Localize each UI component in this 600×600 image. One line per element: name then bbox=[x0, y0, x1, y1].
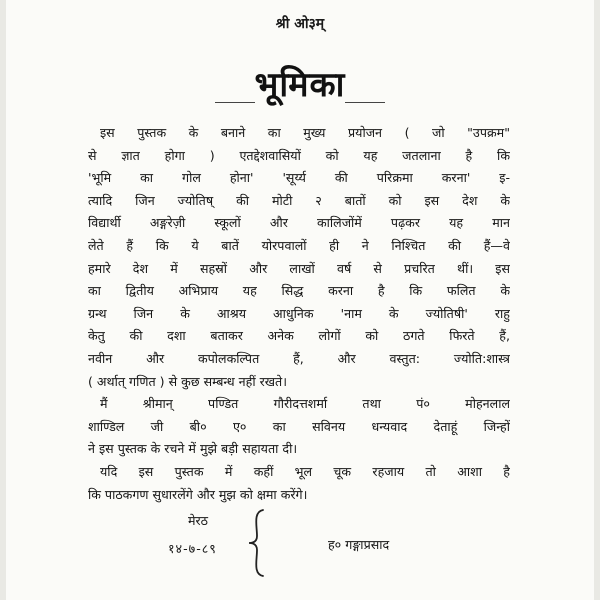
text-line: शाण्डिल जी बी० ए० का सविनय धन्यवाद देताहूं जिन्हों bbox=[88, 418, 510, 434]
text-line: इस पुस्तक के बनाने का मुख्य प्रयोजन ( जो "उपक्रम" bbox=[100, 125, 510, 140]
text-line: ( अर्थात् गणित ) से कुछ सम्बन्ध नहीं रखते। bbox=[88, 373, 287, 389]
text-line: ने इस पुस्तक के रचने में मुझे बड़ी सहायता दी। bbox=[88, 441, 298, 457]
text-line: यदि इस पुस्तक में कहीं भूल चूक रहजाय तो आशा है bbox=[100, 463, 510, 479]
text-line: विद्यार्थी अङ्गरेज़ी स्कूलों और कालिजोंमें पढ़कर यह मान bbox=[88, 215, 510, 231]
text-line: लेते हैं कि ये बातें योरपवालों ही ने निश्चित की हैं—वे bbox=[88, 237, 510, 253]
text-line: हमारे देश में सहस्रों और लाखों वर्ष से प्रचरित थीं। इस bbox=[88, 260, 510, 276]
date-text: १४-७-८९ bbox=[168, 541, 217, 556]
text-line: कि पाठकगण सुधारलेंगे और मुझ को क्षमा करेंगे। bbox=[88, 486, 308, 502]
text-line: नवीन और कपोलकल्पित हैं, और वस्तुत: ज्योति:शास्त्र bbox=[88, 350, 510, 366]
title-rule-right bbox=[345, 102, 385, 103]
text-line: ग्रन्थ जिन के आश्रय आधुनिक 'नाम के ज्योतिषी' राहु bbox=[88, 305, 510, 321]
place-name: मेरठ bbox=[188, 513, 208, 528]
signature-block bbox=[0, 508, 600, 578]
text-line: मैं श्रीमान् पण्डित गौरीदत्तशर्मा तथा पं० मोहनलाल bbox=[100, 396, 510, 412]
text-line: केतु की दशा बताकर अनेक लोगों को ठगते फिरते हैं, bbox=[88, 328, 510, 344]
text-line: का द्वितीय अभिप्राय यह सिद्ध करना है कि फलित के bbox=[88, 283, 510, 299]
title-rule-left bbox=[215, 102, 255, 103]
text-line: त्यादि जिन ज्योतिष् की मोटी २ बातों को इस देश के bbox=[88, 192, 510, 208]
text-line: 'भूमि का गोल होना' 'सूर्य्य की परिक्रमा करना' इ- bbox=[88, 170, 510, 186]
page-title: भूमिका bbox=[254, 65, 346, 105]
text-line: से ज्ञात होगा ) एतद्देशवासियों को यह जतलाना है कि bbox=[88, 147, 510, 163]
author-signature: ह० गङ्गाप्रसाद bbox=[328, 537, 390, 552]
preface-body bbox=[88, 122, 510, 506]
curly-brace bbox=[245, 508, 269, 578]
invocation-heading: श्री ओ३म् bbox=[275, 16, 325, 32]
